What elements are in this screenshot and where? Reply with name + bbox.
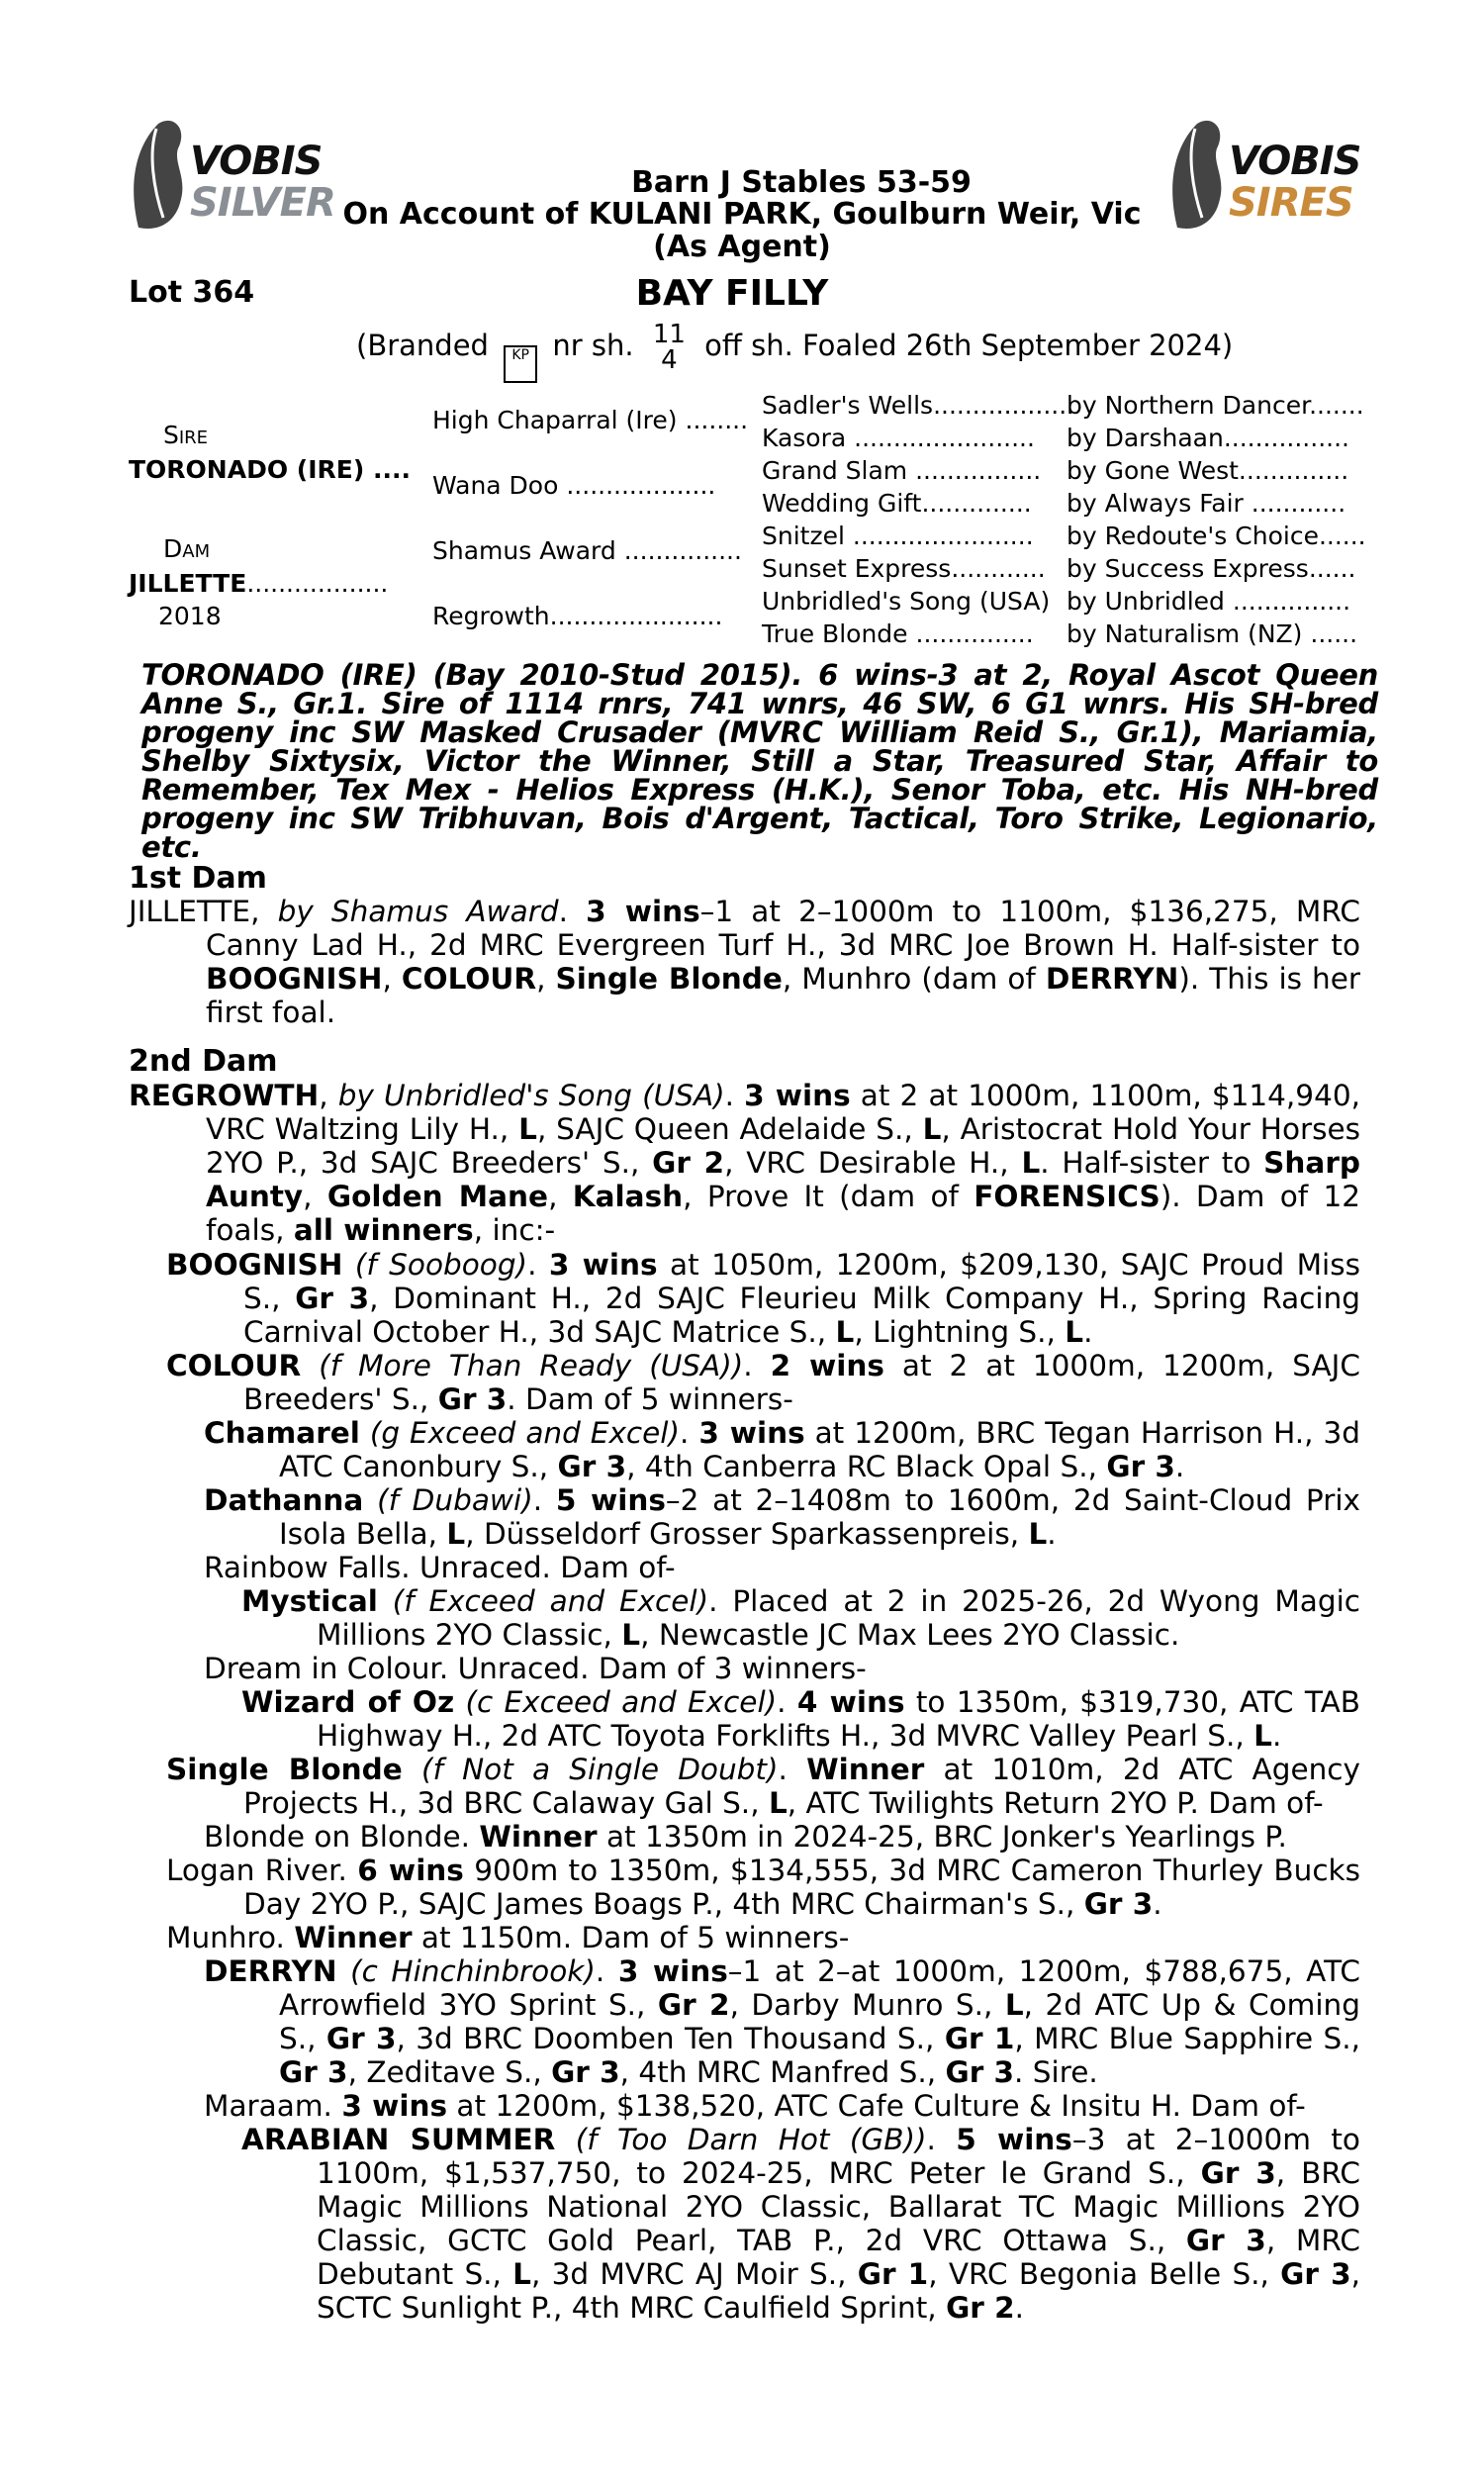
wz-by: (c Exceed and Excel) [465,1685,778,1719]
dt-dot: . [532,1483,556,1517]
boognish-entry [166,1248,1360,1349]
rg-t5: . Half-sister to [1040,1146,1264,1180]
rg-by: by Unbridled's Song (USA) [337,1079,725,1112]
gp-4-text: Regrowth [432,602,550,630]
derryn-entry [204,1954,1360,2089]
mu-w: Winner [294,1921,413,1954]
bg-t4: . [1083,1315,1093,1349]
gggs-4: by Always Fair ............ [1067,489,1346,518]
ggp-4: Wedding Gift.............. [762,489,1032,518]
rg-allw: all winners [293,1213,474,1247]
dr-t4: , 3d BRC Doomben Ten Thousand S., [396,2022,945,2055]
lr-c: . [1153,1887,1162,1921]
co-t2: . Dam of 5 winners- [507,1382,793,1416]
dt-name: Dathanna [204,1483,364,1517]
bob-b: at 1350m in 2024-25, BRC Jonker's Yearlings P. [597,1820,1287,1854]
as-wins: 5 wins [956,2123,1072,2156]
gp-1: High Chaparral (Ire) ........ [432,406,749,434]
fd-g: , [382,962,402,996]
co-by: (f More Than Ready (USA)) [319,1349,744,1382]
ch-t1: at 1200m, BRC Tegan Harrison H., 3d ATC Canonbury S., [279,1416,1360,1483]
co-dot: . [743,1349,771,1382]
mu-a: Munhro. [166,1921,295,1954]
ggp-6: Sunset Express............ [762,554,1046,583]
dr-gr3c: Gr 3 [551,2055,620,2089]
gggs-4-text: by Always Fair [1067,489,1244,518]
lr-a: Logan River. [166,1854,358,1887]
as-gr2: Gr 2 [946,2291,1015,2325]
dr-t2: , Darby Munro S., [729,1988,1005,2022]
gggs-5: by Redoute's Choice...... [1067,522,1366,550]
chamarel-entry [204,1416,1360,1483]
bg-dot: . [527,1248,549,1282]
sire-name: TORONADO (IRE) .... [129,455,411,484]
mystical-entry [241,1584,1360,1652]
ggp-8: True Blonde ............... [762,619,1034,648]
as-t6: , SCTC Sunlight P., 4th MRC Caulfield Sprint, [317,2257,1360,2325]
ggp-2-text: Kasora [762,424,847,452]
dr-t1: –1 at 2–at 1000m, 1200m, $788,675, ATC Arrowfield 3YO Sprint S., [279,1954,1360,2022]
gp-3-text: Shamus Award [432,536,616,565]
dt-l1: L [446,1517,466,1551]
gp-4: Regrowth...................... [432,602,723,630]
as-gr3a: Gr 3 [1200,2156,1276,2190]
rg-c2: , [548,1180,573,1213]
as-gr3b: Gr 3 [1185,2224,1266,2257]
ggp-5: Snitzel ....................... [762,522,1034,550]
logo-right-word2: SIRES [1229,180,1353,226]
ch-t3: . [1174,1450,1185,1483]
rg-dot: . [724,1079,745,1112]
sb-l1: L [768,1786,788,1820]
as-t3: , MRC Debutant S., [317,2224,1360,2291]
as-dot: . [926,2123,957,2156]
rg-sep: , [319,1079,338,1112]
blonde-on-blonde-entry [204,1820,1360,1854]
dr-l1: L [1004,1988,1024,2022]
sb-dot: . [778,1753,807,1786]
dam-name: JILLETTE.................. [129,569,389,598]
wz-t2: . [1271,1719,1282,1753]
fd-h: COLOUR [401,962,537,996]
co-gr3: Gr 3 [437,1382,508,1416]
dam-year: 2018 [158,602,222,630]
bg-wins: 3 wins [548,1248,658,1282]
dam-name-text: JILLETTE [129,569,247,598]
sb-t1: at 1010m, 2d ATC Agency Projects H., 3d BRC Calaway Gal S., [243,1753,1360,1820]
lr-w: 6 wins [357,1854,464,1887]
co-name: COLOUR [166,1349,302,1382]
munhro-entry [166,1921,1360,1954]
fd-i: , [536,962,556,996]
bg-l1: L [835,1315,855,1349]
ch-by: (g Exceed and Excel) [369,1416,680,1450]
ch-gr3a: Gr 3 [557,1450,627,1483]
branded-suffix: off sh. Foaled 26th September 2024) [704,329,1234,362]
rg-t3: , Aristocrat Hold Your Horses 2YO P., 3d SAJC Breeders' S., [206,1112,1361,1180]
ggp-5-text: Snitzel [762,522,845,550]
fd-c: . [558,895,587,928]
dr-gr3a: Gr 3 [325,2022,397,2055]
as-l1: L [512,2257,531,2291]
gggs-8-text: by Naturalism (NZ) [1067,619,1303,648]
rg-t8: , inc:- [473,1213,556,1247]
rg-l3: L [1021,1146,1041,1180]
ggp-8-text: True Blonde [762,619,908,648]
gggs-6-text: by Success Express [1067,554,1309,583]
dr-t6: , Zeditave S., [347,2055,552,2089]
rg-gr2: Gr 2 [652,1146,725,1180]
header-barn: Barn J Stables 53-59 [631,165,972,200]
wz-t1: to 1350m, $319,730, ATC TAB Highway H., 2d ATC Toyota Forklifts H., 3d MVRC Valley Pearl S., [317,1685,1360,1753]
fd-k: , Munhro (dam of [782,962,1046,996]
dr-gr2: Gr 2 [657,1988,730,2022]
ma-b: at 1200m, $138,520, ATC Cafe Culture & Insitu H. Dam of- [447,2089,1306,2123]
bg-l2: L [1065,1315,1084,1349]
sire-summary: TORONADO (IRE) (Bay 2010-Stud 2015). 6 wins-3 at 2, Royal Ascot Queen Anne S., Gr.1. Sire of 1114 rnrs, 741 wnrs, 46 SW, 6 G1 wnrs. His SH-bred progeny inc SW Masked Crusader (MVRC William Reid S., Gr.1), Mariamia, Shelby Sixtysix, Victor the Winner, Still a Star, Treasured Star, Affair to Remember, Tex Mex - Helios Express (H.K.), Senor Toba, etc. His NH-bred progeny inc SW Tribhuvan, Bois d'Argent, Tactical, Toro Strike, Legionario, etc. [141,658,1378,864]
bob-w: Winner [479,1820,598,1854]
as-t7: . [1014,2291,1025,2325]
dr-by: (c Hinchinbrook) [350,1954,596,1988]
lr-gr3: Gr 3 [1083,1887,1154,1921]
rg-t7: ). Dam of 12 foals, [206,1180,1361,1247]
as-t1: –3 at 2–1000m to 1100m, $1,537,750, to 2024-25, MRC Peter le Grand S., [317,2123,1360,2190]
sire-label: Sire [163,421,209,449]
ma-a: Maraam. [204,2089,342,2123]
rg-wins: 3 wins [744,1079,851,1112]
rg-golden: Golden Mane [326,1180,549,1213]
my-by: (f Exceed and Excel) [392,1584,709,1618]
my-l1: L [621,1618,641,1652]
ggp-1-text: Sadler's Wells [762,391,934,420]
rg-kalash: Kalash [572,1180,684,1213]
rg-l1: L [518,1112,537,1146]
wz-name: Wizard of Oz [241,1685,455,1719]
my-t1: . Placed at 2 in 2025-26, 2d Wyong Magic Millions 2YO Classic, [317,1584,1360,1652]
header-agent: (As Agent) [653,230,831,264]
rg-t6: , Prove It (dam of [683,1180,974,1213]
lot-number: Lot 364 [129,275,255,310]
branded-mid: nr sh. [552,329,634,362]
co-t1: at 2 at 1000m, 1200m, SAJC Breeders' S., [243,1349,1360,1416]
second-dam-heading: 2nd Dam [129,1044,278,1079]
fd-b: by Shamus Award [277,895,559,928]
bg-by: (f Sooboog) [354,1248,528,1282]
dr-wins: 3 wins [617,1954,728,1988]
gggs-2-text: by Darshaan [1067,424,1224,452]
regrowth-entry [129,1079,1360,1247]
sb-wins: Winner [806,1753,925,1786]
bg-name: BOOGNISH [166,1248,343,1282]
lot-title: BAY FILLY [635,273,829,314]
branding-line [356,322,1233,383]
as-gr1: Gr 1 [857,2257,929,2291]
dr-t7: , 4th MRC Manfred S., [619,2055,946,2089]
rg-t4: , VRC Desirable H., [724,1146,1022,1180]
fd-f: BOOGNISH [206,962,383,996]
dam-label: Dam [163,534,211,563]
logo-right-word1: VOBIS [1229,139,1361,184]
as-by: (f Too Darn Hot (GB)) [575,2123,927,2156]
single-blonde-entry [166,1753,1360,1820]
ggp-3: Grand Slam ................ [762,456,1042,485]
ggp-6-text: Sunset Express [762,554,952,583]
dt-t2: , Düsseldorf Grosser Sparkassenpreis, [465,1517,1029,1551]
bob-a: Blonde on Blonde. [204,1820,480,1854]
ggp-1: Sadler's Wells.................. [762,391,1075,420]
ggp-3-text: Grand Slam [762,456,908,485]
header-account: On Account of KULANI PARK, Goulburn Weir, Vic [342,197,1142,232]
rg-t2: , SAJC Queen Adelaide S., [536,1112,923,1146]
as-gr3c: Gr 3 [1280,2257,1351,2291]
dr-gr3d: Gr 3 [945,2055,1015,2089]
logo-left-word2: SILVER [190,180,335,226]
fd-j: Single Blonde [555,962,783,996]
as-name: ARABIAN SUMMER [241,2123,556,2156]
brand-mark-icon [504,345,537,383]
bg-t1: at 1050m, 1200m, $209,130, SAJC Proud Miss S., [243,1248,1360,1315]
ch-wins: 3 wins [698,1416,805,1450]
fd-e: –1 at 2–1000m to 1100m, $136,275, MRC Canny Lad H., 2d MRC Evergreen Turf H., 3d MRC Joe Brown H. Half-sister to [206,895,1361,962]
sb-name: Single Blonde [166,1753,403,1786]
as-t5: , VRC Begonia Belle S., [928,2257,1281,2291]
fd-m: ). This is her first foal. [206,962,1360,1029]
fd-l: DERRYN [1045,962,1179,996]
gp-1-text: High Chaparral (Ire) [432,406,678,434]
brand-letters: KP [511,347,529,363]
gggs-7: by Unbridled ............... [1067,587,1351,616]
gggs-1-text: by Northern Dancer [1067,391,1310,420]
dr-t8: . Sire. [1014,2055,1098,2089]
sb-t2: , ATC Twilights Return 2YO P. Dam of- [787,1786,1324,1820]
my-name: Mystical [241,1584,378,1618]
maraam-entry [204,2089,1360,2123]
dt-t3: . [1047,1517,1057,1551]
dt-t1: –2 at 2–1408m to 1600m, 2d Saint-Cloud Prix Isola Bella, [279,1483,1360,1551]
gggs-3-text: by Gone West [1067,456,1239,485]
bg-t3: , Lightning S., [854,1315,1066,1349]
dt-by: (f Dubawi) [377,1483,533,1517]
logo-left-word1: VOBIS [190,139,323,184]
arabian-summer-entry [241,2123,1360,2325]
first-dam-text [129,895,1360,1029]
rg-t1: at 2 at 1000m, 1100m, $114,940, VRC Waltzing Lily H., [206,1079,1360,1146]
gggs-1: by Northern Dancer....... [1067,391,1364,420]
first-dam-heading: 1st Dam [129,861,267,896]
bg-t2: , Dominant H., 2d SAJC Fleurieu Milk Company H., Spring Racing Carnival October H., 3d SAJC Matrice S., [243,1282,1361,1349]
ch-dot: . [679,1416,699,1450]
gp-3: Shamus Award ............... [432,536,742,565]
dt-l2: L [1028,1517,1048,1551]
rg-forensics: FORENSICS [974,1180,1160,1213]
ch-t2: , 4th Canberra RC Black Opal S., [626,1450,1107,1483]
gp-2-text: Wana Doo [432,471,559,500]
as-t2: , BRC Magic Millions National 2YO Classic, Ballarat TC Magic Millions 2YO Classic, GCTC Gold Pearl, TAB P., 2d VRC Ottawa S., [317,2156,1360,2257]
as-t4: , 3d MVRC AJ Moir S., [530,2257,858,2291]
logan-river-entry [166,1854,1360,1921]
dr-gr1: Gr 1 [944,2022,1015,2055]
dathanna-entry [204,1483,1360,1551]
ggp-7 [762,587,1050,616]
mu-b: at 1150m. Dam of 5 winners- [412,1921,850,1954]
gggs-8: by Naturalism (NZ) ...... [1067,619,1358,648]
dr-name: DERRYN [204,1954,337,1988]
ch-gr3b: Gr 3 [1106,1450,1175,1483]
gggs-5-text: by Redoute's Choice [1067,522,1319,550]
ggp-4-text: Wedding Gift [762,489,922,518]
dream-entry: Dream in Colour. Unraced. Dam of 3 winners- [204,1652,867,1685]
gggs-7-text: by Unbridled [1067,587,1225,616]
sb-by: (f Not a Single Doubt) [420,1753,779,1786]
wz-l1: L [1253,1719,1272,1753]
fd-d: 3 wins [586,895,700,928]
sire-name-text: TORONADO (IRE) [129,455,365,484]
rg-sharp: Sharp Aunty [206,1146,1360,1213]
co-wins: 2 wins [770,1349,884,1382]
ma-w: 3 wins [341,2089,448,2123]
gp-2: Wana Doo ................... [432,471,716,500]
dr-t3: , 2d ATC Up & Coming S., [279,1988,1360,2055]
gggs-6: by Success Express...... [1067,554,1356,583]
frac-bottom: 4 [661,345,678,375]
dr-dot: . [595,1954,618,1988]
wz-wins: 4 wins [796,1685,905,1719]
ch-name: Chamarel [204,1416,360,1450]
rg-name: REGROWTH [129,1079,320,1112]
gggs-2: by Darshaan................ [1067,424,1349,452]
wz-dot: . [777,1685,797,1719]
ggp-2: Kasora ....................... [762,424,1035,452]
dr-t5: , MRC Blue Sapphire S., [1014,2022,1361,2055]
rainbow-entry: Rainbow Falls. Unraced. Dam of- [204,1551,676,1584]
ggp-7-text: Unbridled's Song (USA) [762,587,1051,616]
bg-gr3: Gr 3 [295,1282,370,1315]
gggs-3: by Gone West.............. [1067,456,1349,485]
my-t2: , Newcastle JC Max Lees 2YO Classic. [640,1618,1180,1652]
branded-prefix: (Branded [356,329,489,362]
colour-entry [166,1349,1360,1416]
rg-l2: L [922,1112,942,1146]
dt-wins: 5 wins [555,1483,666,1517]
dr-gr3b: Gr 3 [279,2055,348,2089]
rg-c1: , [303,1180,327,1213]
frac-top: 11 [652,320,686,349]
fd-a: JILLETTE, [129,895,278,928]
brand-fraction [653,322,686,373]
lr-b: 900m to 1350m, $134,555, 3d MRC Cameron Thurley Bucks Day 2YO P., SAJC James Boags P., 4th MRC Chairman's S., [243,1854,1360,1921]
wizard-entry [241,1685,1360,1753]
